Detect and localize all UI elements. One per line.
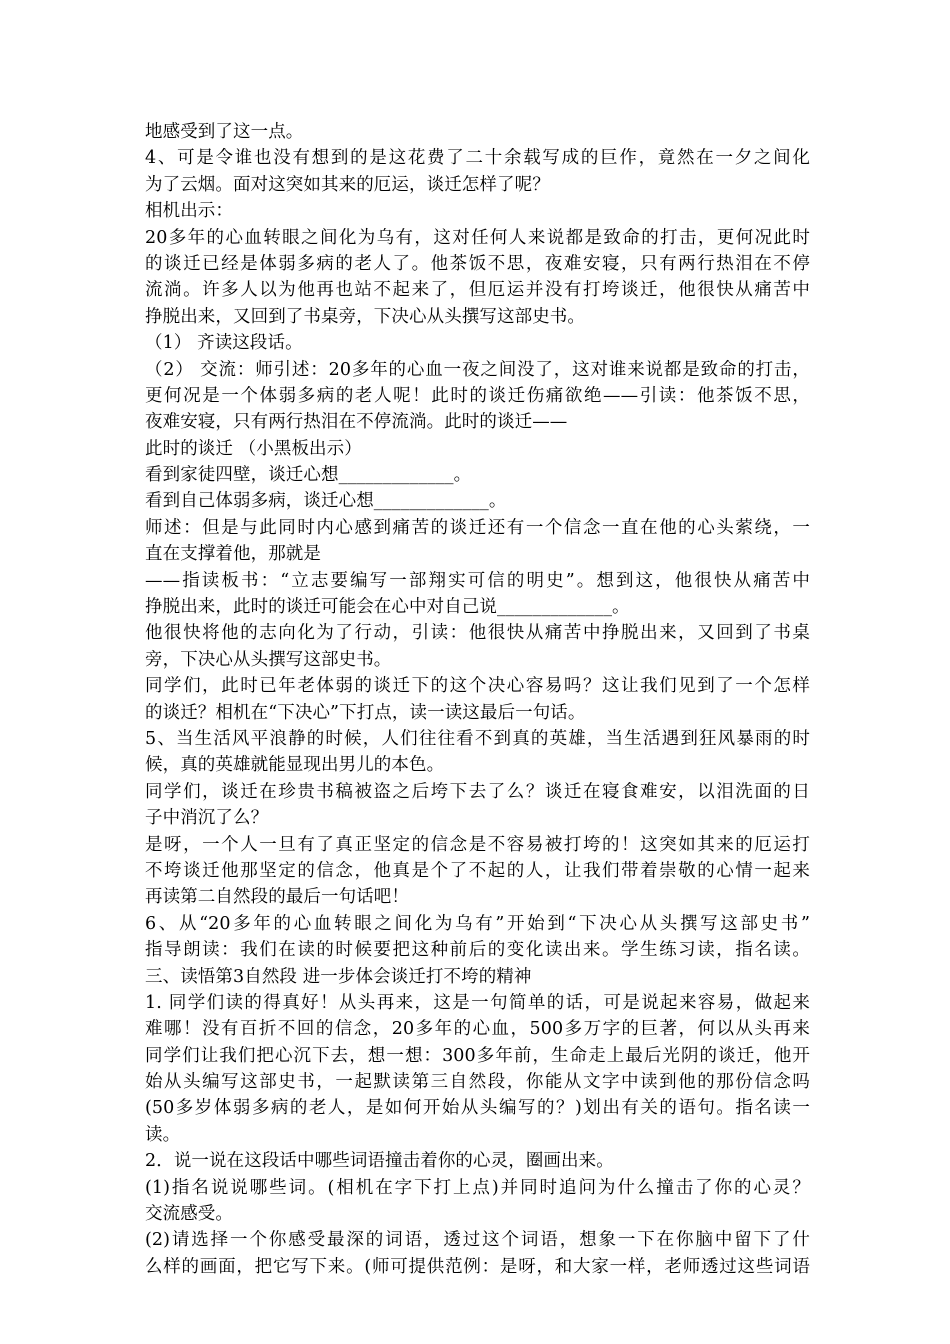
- text-line: 更何况是一个体弱多病的老人呢！此时的谈迁伤痛欲绝——引读：他茶饭不思，: [145, 385, 810, 406]
- text-line: 1. 同学们读的得真好！从头再来，这是一句简单的话，可是说起来容易，做起来: [145, 992, 810, 1013]
- text-line: 同学们，谈迁在珍贵书稿被盗之后垮下去了么？谈迁在寝食难安，以泪洗面的日: [145, 781, 810, 802]
- text-line: 20多年的心血转眼之间化为乌有，这对任何人来说都是致命的打击，更何况此时: [145, 227, 810, 248]
- text-line: 看到家徒四壁，谈迁心想_____________。: [145, 465, 472, 486]
- text-line: 看到自己体弱多病，谈迁心想_____________。: [145, 491, 507, 512]
- text-line: 为了云烟。面对这突如其来的厄运，谈迁怎样了呢？: [145, 174, 550, 195]
- text-line: 是呀，一个人一旦有了真正坚定的信念是不容易被打垮的！这突如其来的厄运打: [145, 834, 810, 855]
- text-line: 4、可是令谁也没有想到的是这花费了二十余载写成的巨作，竟然在一夕之间化: [145, 148, 810, 169]
- text-line: 挣脱出来，此时的谈迁可能会在心中对自己说_____________。: [145, 597, 630, 618]
- text-line: 相机出示：: [145, 201, 233, 222]
- document-body: [145, 119, 810, 1280]
- text-line: 夜难安寝，只有两行热泪在不停流淌。此时的谈迁——: [145, 412, 568, 433]
- text-line: （2） 交流：师引述：20多年的心血一夜之间没了，这对谁来说都是致命的打击，: [145, 359, 810, 380]
- text-line: 他很快将他的志向化为了行动，引读：他很快从痛苦中挣脱出来，又回到了书桌: [145, 623, 810, 644]
- text-line: 的谈迁已经是体弱多病的老人了。他茶饭不思，夜难安寝，只有两行热泪在不停: [145, 253, 810, 274]
- text-line: 地感受到了这一点。: [145, 122, 304, 142]
- text-line: 同学们让我们把心沉下去，想一想：300多年前，生命走上最后光阴的谈迁，他开: [145, 1045, 810, 1066]
- text-line: ——指读板书：“立志要编写一部翔实可信的明史”。想到这，他很快从痛苦中: [145, 570, 810, 591]
- text-line: 么样的画面，把它写下来。(师可提供范例：是呀，和大家一样，老师透过这些词语: [145, 1256, 810, 1277]
- text-line: 难哪！没有百折不回的信念，20多年的心血，500多万字的巨著，何以从头再来: [145, 1019, 810, 1040]
- text-line: 不垮谈迁他那坚定的信念，他真是个了不起的人，让我们带着崇敬的心情一起来: [145, 860, 810, 881]
- text-line: 2．说一说在这段话中哪些词语撞击着你的心灵，圈画出来。: [145, 1151, 614, 1172]
- text-line: 候，真的英雄就能显现出男儿的本色。: [145, 755, 445, 776]
- text-line: 三、读悟第3自然段 进一步体会谈迁打不垮的精神: [145, 966, 532, 987]
- text-line: 子中消沉了么？: [145, 808, 269, 829]
- text-line: 5、当生活风平浪静的时候，人们往往看不到真的英雄，当生活遇到狂风暴雨的时: [145, 728, 810, 749]
- text-line: 旁，下决心从头撰写这部史书。: [145, 649, 392, 670]
- text-line: 的谈迁？相机在“下决心”下打点，读一读这最后一句话。: [145, 702, 586, 723]
- text-line: 6、从“20多年的心血转眼之间化为乌有”开始到“下决心从头撰写这部史书”: [145, 913, 810, 934]
- text-line: 流淌。许多人以为他再也站不起来了，但厄运并没有打垮谈迁，他很快从痛苦中: [145, 280, 810, 301]
- text-line: 此时的谈迁 （小黑板出示）: [145, 438, 362, 459]
- text-line: (2)请选择一个你感受最深的词语，透过这个词语，想象一下在你脑中留下了什: [145, 1230, 810, 1251]
- text-line: 指导朗读：我们在读的时候要把这种前后的变化读出来。学生练习读，指名读。: [145, 940, 810, 961]
- text-line: （1） 齐读这段话。: [145, 333, 303, 354]
- text-line: 同学们，此时已年老体弱的谈迁下的这个决心容易吗？这让我们见到了一个怎样: [145, 676, 810, 697]
- text-line: 师述：但是与此同时内心感到痛苦的谈迁还有一个信念一直在他的心头萦绕，一: [145, 517, 810, 538]
- text-line: (1)指名说说哪些词。(相机在字下打上点)并同时追问为什么撞击了你的心灵？: [145, 1177, 810, 1198]
- text-line: 交流感受。: [145, 1204, 233, 1225]
- text-line: 始从头编写这部史书，一起默读第三自然段，你能从文字中读到他的那份信念吗: [145, 1072, 810, 1093]
- text-line: 读。: [145, 1124, 181, 1145]
- text-line: 直在支撑着他，那就是: [145, 544, 321, 565]
- text-line: (50多岁体弱多病的老人，是如何开始从头编写的？)划出有关的语句。指名读一: [145, 1098, 810, 1119]
- text-line: 挣脱出来，又回到了书桌旁，下决心从头撰写这部史书。: [145, 306, 585, 327]
- text-line: 再读第二自然段的最后一句话吧！: [145, 887, 409, 908]
